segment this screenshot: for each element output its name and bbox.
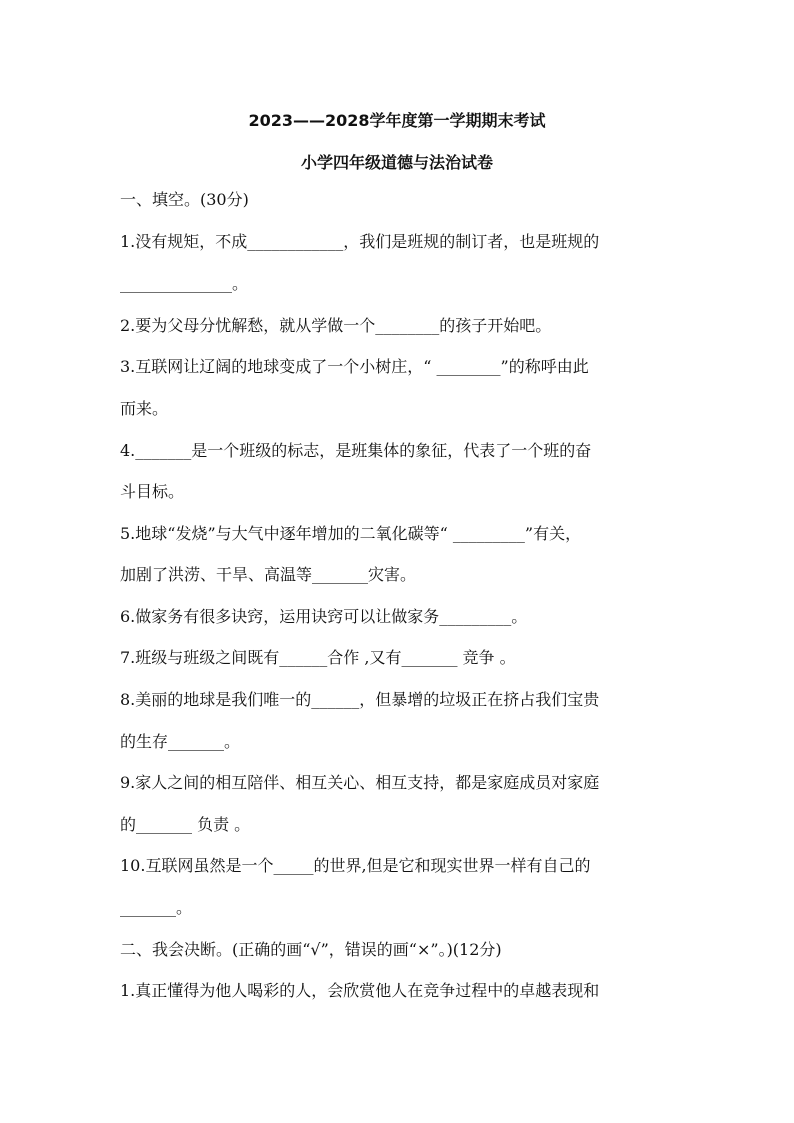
question-text: 5.地球“发烧”与大气中逐年增加的二氧化碳等“ _________”有关， — [120, 524, 582, 543]
question-text: 的_______ 负责 。 — [120, 815, 251, 834]
question-text: 7.班级与班级之间既有______合作 ,又有_______ 竞争 。 — [120, 648, 516, 667]
question-text: 的生存_______。 — [120, 732, 241, 751]
question-text: 1.真正懂得为他人喝彩的人，会欣赏他人在竞争过程中的卓越表现和 — [120, 981, 600, 1000]
section-fill-blank-heading: 一、填空。(30分) — [120, 190, 249, 209]
question-text: 9.家人之间的相互陪伴、相互关心、相互支持，都是家庭成员对家庭 — [120, 773, 600, 792]
question-text: 4._______是一个班级的标志，是班集体的象征，代表了一个班的奋 — [120, 441, 592, 460]
section-judgement-heading: 二、我会决断。(正确的画“√”，错误的画“×”。)(12分) — [120, 940, 502, 959]
question-text: 加剧了洪涝、干旱、高温等_______灾害。 — [120, 565, 417, 584]
question-text: _______。 — [120, 898, 193, 917]
question-text: 10.互联网虽然是一个_____的世界,但是它和现实世界一样有自己的 — [120, 856, 591, 875]
question-text: 2.要为父母分忧解愁，就从学做一个________的孩子开始吧。 — [120, 316, 552, 335]
question-text: ______________。 — [120, 274, 249, 293]
question-text: 斗目标。 — [120, 482, 185, 501]
question-text: 3.互联网让辽阔的地球变成了一个小树庄，“ ________”的称呼由此 — [120, 357, 589, 376]
question-text: 8.美丽的地球是我们唯一的______，但暴增的垃圾正在挤占我们宝贵 — [120, 690, 600, 709]
question-text: 1.没有规矩，不成____________，我们是班规的制订者，也是班规的 — [120, 232, 600, 251]
exam-title: 2023——2028学年度第一学期期末考试 — [248, 111, 546, 130]
question-text: 6.做家务有很多诀窍，运用诀窍可以让做家务_________。 — [120, 607, 528, 626]
question-text: 而来。 — [120, 399, 169, 418]
exam-subtitle: 小学四年级道德与法治试卷 — [300, 153, 493, 172]
